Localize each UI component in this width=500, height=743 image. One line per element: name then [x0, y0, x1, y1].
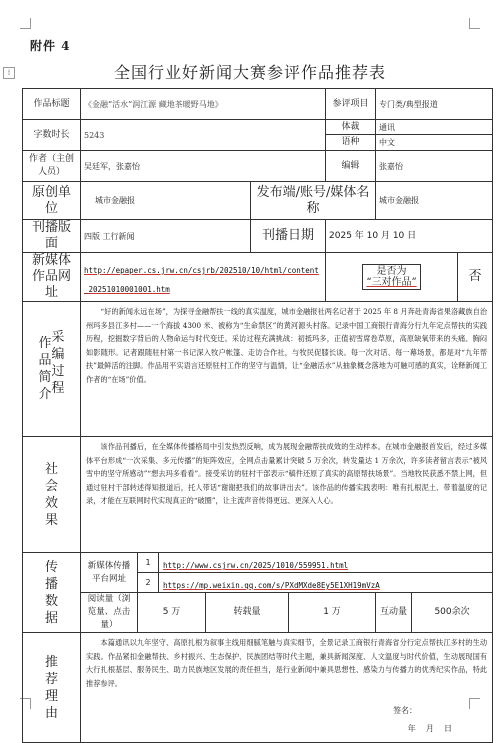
new-media-url-link[interactable]: http://epaper.cs.jrw.cn/csjrb/202510/10/html/content_20251010001001.htm [84, 266, 319, 294]
genre-value: 通讯 [376, 120, 493, 135]
reason-label-char: 推 [44, 654, 58, 670]
interact-label: 互动量 [376, 593, 412, 633]
intro-text-cell [81, 302, 493, 437]
reason-text: 本篇通讯以九年坚守、高原扎根为叙事主线用细腻笔触与真实细节，全景记录工商银行青海省分行定点帮扶江多村的生动实践。作品紧扣金融帮扶、乡村振兴、生态保护、民族团结等时代主题，兼具新闻深度、人文温度与时代价值，生动展现国有大行扎根基层、服务民生、助力民族地区发展的责任担当，是行业新闻中兼具思想性、感染力与传播力的优秀纪实作品，特此推荐参评。 [86, 638, 488, 688]
intro-text: “好的新闻永远在场”，为探寻金融帮扶一线的真实温度，城市金融报社两名记者于 2025 年 8 月奔赴青海省果洛藏族自治州玛多县江多村——一个海拔 4300 米、被称为“生命禁区”的黄河源头村落。记录中国工商银行青海分行九年定点帮扶的实践历程，挖掘数字背后的人物命运与时代变迁。采访过程充满挑战：初抵玛多，正值初雪席卷草原，高原缺氧带来的头痛、胸闷如影随形。记者跟随驻村第一书记深入牧户帐篷、走访合作社，与牧民促膝长谈。每一次对话、每一幕场景，都是对“九年帮扶”最鲜活的注脚。作品用平实语言还原驻村工作的坚守与温情，让“金融活水”从抽象概念落地为可触可感的真实，诠释新闻工作者的“在场”价值。 [86, 307, 488, 384]
crop-mark-top-left [20, 18, 31, 29]
origin-unit-label: 原创单位 [23, 182, 81, 220]
nomination-form-table [22, 88, 493, 743]
reads-value: 5 万 [138, 593, 206, 633]
forwards-label: 转载量 [206, 593, 289, 633]
spread-label [23, 553, 81, 633]
genre-label: 体裁 [326, 120, 376, 135]
date-line: 年 月 日 [407, 723, 453, 733]
reason-text-cell [81, 633, 493, 743]
spread-label-char: 播 [44, 576, 58, 592]
effect-label-char: 效 [44, 495, 58, 511]
work-title-value: 《金融“活水”润江源 藏地茶暖野马地》 [81, 89, 326, 120]
origin-unit-value: 城市金融报 [81, 182, 251, 220]
three-pair-label-line2: “三对作品” [366, 277, 417, 288]
reason-label-char: 由 [44, 705, 58, 721]
intro-label-char: 简 [38, 370, 52, 385]
table-move-handle-icon[interactable]: ⁞ [3, 67, 15, 79]
language-label: 语种 [326, 135, 376, 151]
date-label: 刊播日期 [251, 220, 326, 253]
spread-link-index: 1 [138, 553, 159, 572]
word-count-value: 5243 [81, 120, 326, 151]
effect-label-char: 果 [44, 512, 58, 528]
form-title: 全国行业好新闻大赛参评作品推荐表 [113, 63, 386, 82]
intro-label-char: 采 [51, 330, 65, 345]
date-value: 2025 年 10 月 10 日 [326, 220, 493, 253]
project-value: 专门类/典型报道 [376, 89, 493, 120]
interact-value: 500余次 [412, 593, 493, 633]
author-value: 吴廷军，张嘉怡 [81, 151, 326, 182]
effect-label-char: 会 [44, 478, 58, 494]
effect-label-char: 社 [44, 461, 58, 477]
work-title-label: 作品标题 [23, 89, 81, 120]
project-label: 参评项目 [326, 89, 376, 120]
editor-label: 编辑 [326, 151, 376, 182]
intro-label-char: 过 [51, 364, 65, 379]
editor-value: 张嘉怡 [376, 151, 493, 182]
intro-label-char: 品 [38, 353, 52, 368]
intro-label-char: 介 [38, 387, 52, 402]
signature-line: 签名： [393, 706, 418, 715]
three-pair-label-line1: 是否为 [376, 266, 407, 277]
word-count-label: 字数时长 [23, 120, 81, 151]
spread-label-char: 数 [44, 593, 58, 609]
reason-label [23, 633, 81, 743]
crop-mark-top-right [469, 18, 480, 29]
reason-label-char: 理 [44, 688, 58, 704]
intro-label [23, 302, 81, 437]
effect-label [23, 437, 81, 553]
reason-label-char: 荐 [44, 671, 58, 687]
intro-label-char: 作 [38, 336, 52, 351]
intro-label-char: 程 [51, 381, 65, 396]
platform-label: 发布端/账号/媒体名称 [251, 182, 376, 220]
forwards-value: 1 万 [289, 593, 376, 633]
effect-text-cell [81, 437, 493, 553]
author-label: 作者（主创人员） [23, 151, 81, 182]
page-label: 刊播版面 [23, 220, 81, 253]
new-media-url-label: 新媒体作品网址 [23, 253, 81, 302]
language-value: 中文 [376, 135, 493, 151]
annex-label: 附件 4 [30, 39, 71, 53]
page-value: 四版 工行新闻 [81, 220, 251, 253]
spread-link-index: 2 [138, 573, 159, 592]
spread-link-2[interactable]: https://mp.weixin.qq.com/s/PXdMXde8Ey5E1XH19mVzA [163, 581, 380, 590]
spread-label-char: 据 [44, 610, 58, 626]
spread-link-row-1 [138, 553, 493, 573]
three-pair-label [326, 253, 458, 302]
spread-link-1[interactable]: http://www.csjrw.cn/2025/1010/559951.html [163, 561, 349, 570]
reads-label: 阅读量（浏览量、点击量） [81, 593, 138, 633]
platform-value: 城市金融报 [376, 182, 493, 220]
spread-label-char: 传 [44, 559, 58, 575]
three-pair-value: 否 [458, 253, 493, 302]
effect-text: 该作品刊播后，在全媒体传播格局中引发热烈反响，成为展现金融帮扶成效的生动样本。在城市金融报首发后，经过多媒体平台形成“一次采集、多元传播”的矩阵效应，全网点击量累计突破 5 万余次，转发量达 1 万余次，许多读者留言表示“被风雪中的坚守所感动”“想去玛多看看”。接受采访的驻村干部表示“稿件还原了真实的高原帮扶场景”。当地牧民获悉不禁上网，但通过驻村干部转述得知报道后，托人带话“谢谢把我们的故事讲出去”。该作品的传播实践表明：唯有扎根泥土、带着温度的记录，才能在互联网时代实现真正的“破圈”，让主流声音传得更远、更深入人心。 [86, 442, 488, 505]
spread-link-row-2 [138, 573, 493, 593]
spread-platform-label: 新媒体传播平台网址 [81, 553, 138, 593]
intro-label-char: 编 [51, 347, 65, 362]
